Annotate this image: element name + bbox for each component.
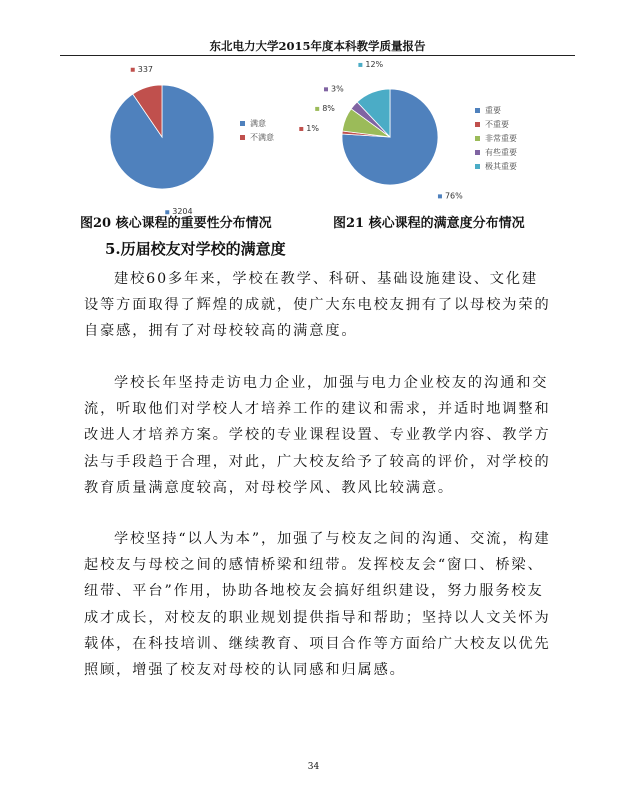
legend-item-2 xyxy=(475,131,517,145)
legend-swatch xyxy=(475,108,480,113)
data-label-marker-3 xyxy=(324,87,328,91)
figure-20-pie-chart xyxy=(100,64,240,217)
legend-item-1 xyxy=(240,130,274,144)
legend-label: 不重要 xyxy=(485,119,509,129)
data-label-marker-1 xyxy=(299,127,303,131)
legend-label: 非常重要 xyxy=(485,133,517,143)
legend-swatch xyxy=(475,150,480,155)
legend-swatch xyxy=(240,135,245,140)
legend-label: 重要 xyxy=(485,105,501,115)
legend-label: 不满意 xyxy=(250,132,274,142)
section-title: 5.历届校友对学校的满意度 xyxy=(105,240,286,258)
data-label-0: 3204 xyxy=(172,207,193,217)
paragraph-3: 学校坚持“以人为本”，加强了与校友之间的沟通、交流，构建起校友与母校之间的感情桥梁和纽带。发挥校友会“窗口、桥梁、纽带、平台”作用，协助各地校友会搞好组织建设，努力服务校友成才成长，对校友的职业规划提供指导和帮助；坚持以人文关怀为载体，在科技培训、继续教育、项目合作等方面给广大校友以优先照顾，增强了校友对母校的认同感和归属感。 xyxy=(84,531,551,679)
data-label-1: 337 xyxy=(137,64,154,74)
legend-swatch xyxy=(475,164,480,169)
legend-label: 极其重要 xyxy=(485,161,517,171)
data-label-marker-1 xyxy=(131,68,135,72)
figure-20-legend xyxy=(240,116,274,144)
legend-swatch xyxy=(475,136,480,141)
legend-swatch xyxy=(240,121,245,126)
data-label-0: 76% xyxy=(444,191,463,201)
legend-label: 有些重要 xyxy=(485,147,517,157)
data-label-4: 12% xyxy=(365,59,384,69)
figure-21-legend xyxy=(475,103,517,173)
legend-label: 满意 xyxy=(250,118,266,128)
data-label-1: 1% xyxy=(306,123,319,133)
figure-20-caption: 图20 核心课程的重要性分布情况 xyxy=(80,216,272,231)
paragraph-2: 学校长年坚持走访电力企业，加强与电力企业校友的沟通和交流，听取他们对学校人才培养工作的建议和需求，并适时地调整和改进人才培养方案。学校的专业课程设置、专业教学内容、教学方法与手段趋于合理，对此，广大校友给予了较高的评价，对学校的教育质量满意度较高，对母校学风、教风比较满意。 xyxy=(84,375,551,496)
page-header: 东北电力大学2015年度本科教学质量报告 xyxy=(209,39,426,53)
legend-item-1 xyxy=(475,117,517,131)
figure-21-caption: 图21 核心课程的满意度分布情况 xyxy=(333,216,525,231)
legend-item-3 xyxy=(475,145,517,159)
figure-21-pie-chart xyxy=(305,59,463,205)
legend-item-0 xyxy=(240,116,274,130)
header-rule xyxy=(60,55,575,56)
paragraph-1: 建校60多年来，学校在教学、科研、基础设施建设、文化建设等方面取得了辉煌的成就，使广大东电校友拥有了以母校为荣的自豪感，拥有了对母校较高的满意度。 xyxy=(84,271,551,340)
page-number: 34 xyxy=(307,762,320,772)
legend-swatch xyxy=(475,122,480,127)
data-label-3: 3% xyxy=(330,84,344,94)
legend-item-0 xyxy=(475,103,517,117)
legend-item-4 xyxy=(475,159,517,173)
data-label-marker-2 xyxy=(315,107,319,111)
data-label-marker-4 xyxy=(358,63,362,67)
data-label-2: 8% xyxy=(322,103,335,113)
data-label-marker-0 xyxy=(438,194,442,198)
